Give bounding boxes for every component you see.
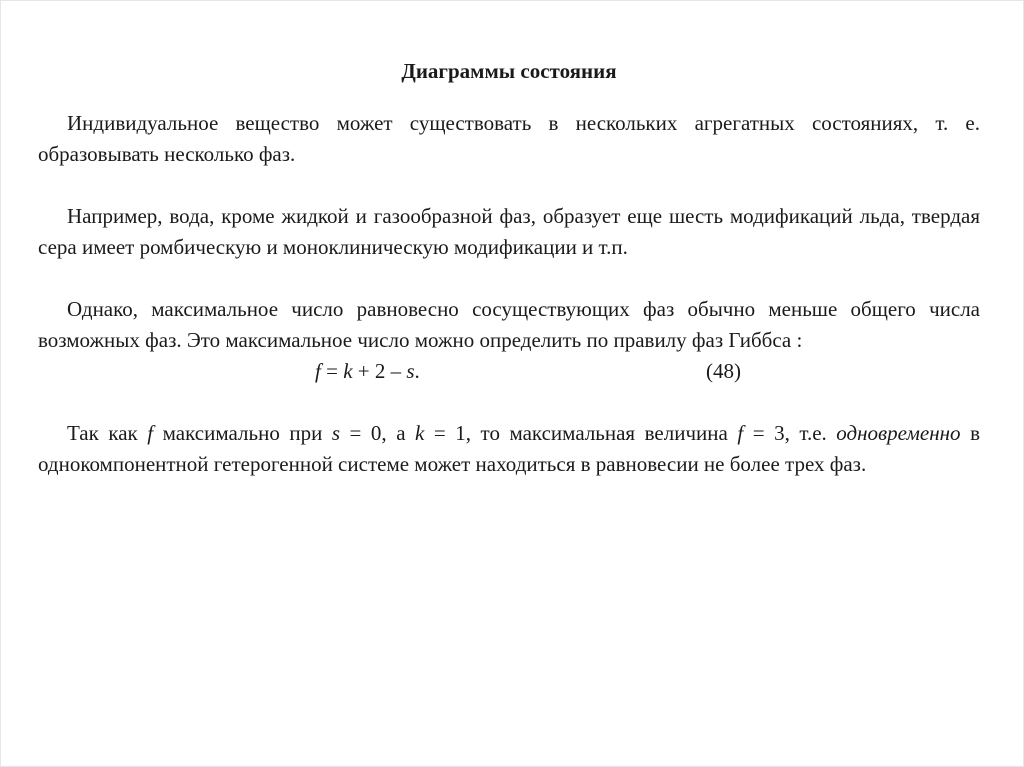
p4-var-k: k (415, 421, 425, 445)
paragraph-gibbs-rule: Однако, максимальное число равновесно сосуществующих фаз обычно меньше общего числа возможных фаз. Это максимальное число можно определить по правилу фаз Гиббса : (38, 297, 980, 352)
equation-number: (48) (706, 359, 741, 383)
p4-var-f: f (147, 421, 154, 445)
paragraph-phases: Индивидуальное вещество может существовать в нескольких агрегатных состояниях, т. е. образовывать несколько фаз. (38, 111, 980, 166)
p4-text-5: = 3, т.е. (743, 421, 837, 445)
formula-row (38, 356, 980, 387)
p4-text-4: = 1, то максимальная величина (424, 421, 738, 445)
paragraph-examples: Например, вода, кроме жидкой и газообразной фаз, образует еще шесть модификаций льда, твердая сера имеет ромбическую и моноклиническую модификации и т.п. (38, 204, 980, 259)
formula-k: k (343, 359, 353, 383)
p4-text-3: = 0, а (340, 421, 416, 445)
formula-equals: = (320, 359, 344, 383)
p4-text-6: в однокомпонентной гетерогенной системе может находиться в равновесии не более трех фаз. (38, 421, 980, 476)
slide-content (38, 56, 980, 511)
paragraph-conclusion (38, 418, 980, 480)
gibbs-phase-rule-formula (315, 356, 420, 387)
p4-var-f-2: f (737, 421, 744, 445)
p4-emphasis: одновременно (836, 421, 961, 445)
page-title: Диаграммы состояния (401, 59, 617, 83)
p4-text-2: максимально при (153, 421, 332, 445)
formula-end: . (414, 359, 420, 383)
formula-plus-minus: + 2 – (352, 359, 407, 383)
formula-f: f (315, 359, 321, 383)
p4-var-s: s (331, 421, 341, 445)
p4-text-1: Так как (67, 421, 148, 445)
formula-s: s (406, 359, 415, 383)
